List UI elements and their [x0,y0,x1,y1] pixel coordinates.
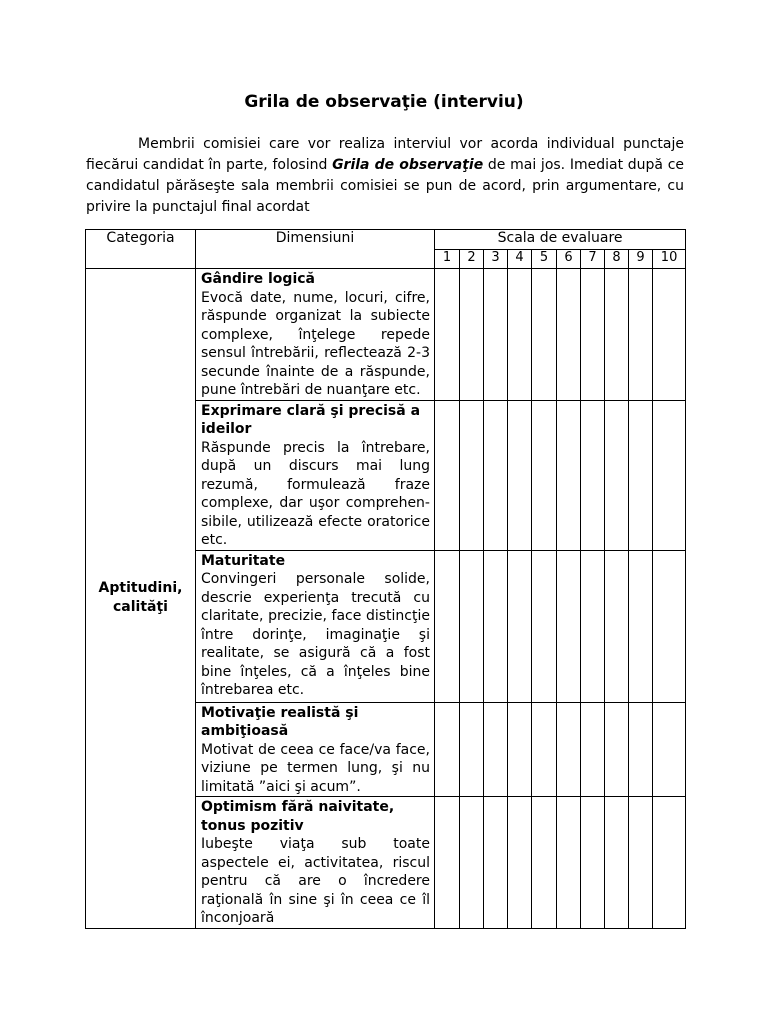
scale-number: 6 [557,250,581,269]
score-cell[interactable] [532,702,557,797]
intro-text-after: de mai jos. Imediat după ce candidatul părăseşte sala membrii comisiei se pun de acord, prin argumentare, cu privire la punctajul final acordat [86,157,685,215]
score-cell[interactable] [532,550,557,702]
score-cell[interactable] [653,702,686,797]
score-cell[interactable] [532,797,557,929]
dimension-title: Maturitate [201,552,286,569]
score-cell[interactable] [460,797,484,929]
dimension-description: Iubeşte viaţa sub toate aspectele ei, activitatea, riscul pentru că are o încredere raţională în sine şi în ceea ce îl înconjoară [201,836,430,926]
dimension-description: Convingeri personale solide, descrie experienţa trecută cu claritate, precizie, face distincţie între dorinţe, imaginaţie şi realitate, se asigură că a fost bine înţeles, că a înţeles bine întrebarea etc. [201,571,430,698]
score-cell[interactable] [508,702,532,797]
score-cell[interactable] [435,550,460,702]
score-cell[interactable] [653,550,686,702]
score-cell[interactable] [557,269,581,401]
score-cell[interactable] [532,400,557,550]
page-title: Grila de observaţie (interviu) [244,92,524,112]
score-cell[interactable] [508,400,532,550]
score-cell[interactable] [629,400,653,550]
score-cell[interactable] [484,550,508,702]
score-cell[interactable] [532,269,557,401]
evaluation-grid-table [85,229,686,929]
score-cell[interactable] [629,702,653,797]
score-cell[interactable] [484,269,508,401]
dimension-cell [196,702,435,797]
dimension-cell [196,797,435,929]
score-cell[interactable] [508,550,532,702]
table-row [86,269,686,401]
category-cell: Aptitudini, calităţi [86,269,196,929]
table-header-row [86,230,686,250]
dimension-cell [196,269,435,401]
score-cell[interactable] [484,400,508,550]
header-dimensions: Dimensiuni [196,230,435,269]
intro-text-before: Membrii comisiei care vor realiza interviul vor acorda individual punctaje fiecărui candidat în parte, folosind [86,136,684,173]
score-cell[interactable] [460,702,484,797]
score-cell[interactable] [484,702,508,797]
dimension-cell [196,550,435,702]
score-cell[interactable] [460,269,484,401]
scale-number: 9 [629,250,653,269]
scale-number: 5 [532,250,557,269]
dimension-description: Evocă date, nume, locuri, cifre, răspunde organizat la subiecte complexe, înţelege repede sensul întrebării, reflectează 2-3 secunde înainte de a răspunde, pune întrebări de nuanţare etc. [201,289,430,398]
score-cell[interactable] [605,550,629,702]
score-cell[interactable] [605,797,629,929]
score-cell[interactable] [629,269,653,401]
score-cell[interactable] [557,550,581,702]
score-cell[interactable] [581,702,605,797]
scale-number: 7 [581,250,605,269]
score-cell[interactable] [508,797,532,929]
score-cell[interactable] [460,550,484,702]
dimension-description: Răspunde precis la întrebare, după un discurs mai lung rezumă, formulează fraze complexe, dar uşor comprehen-sibile, utilizează efecte oratorice etc. [201,439,430,548]
intro-text-emphasis: Grila de observaţie [332,157,484,173]
header-category: Categoria [86,230,196,269]
score-cell[interactable] [629,550,653,702]
dimension-title: Gândire logică [201,271,315,287]
dimension-title: Motivaţie realistă şi ambiţioasă [201,704,359,739]
score-cell[interactable] [460,400,484,550]
score-cell[interactable] [581,550,605,702]
score-cell[interactable] [605,702,629,797]
scale-number: 4 [508,250,532,269]
score-cell[interactable] [629,797,653,929]
score-cell[interactable] [605,269,629,401]
scale-number: 1 [435,250,460,269]
scale-number: 10 [653,250,686,269]
score-cell[interactable] [435,400,460,550]
dimension-cell [196,400,435,550]
score-cell[interactable] [435,702,460,797]
dimension-title: Exprimare clară şi precisă a ideilor [201,402,421,437]
dimension-title: Optimism fără naivitate, tonus pozitiv [201,799,395,834]
score-cell[interactable] [581,400,605,550]
scale-number: 8 [605,250,629,269]
score-cell[interactable] [508,269,532,401]
score-cell[interactable] [653,269,686,401]
intro-paragraph [86,134,684,218]
scale-number: 3 [484,250,508,269]
score-cell[interactable] [557,702,581,797]
header-scale: Scala de evaluare [435,230,686,250]
score-cell[interactable] [435,797,460,929]
score-cell[interactable] [653,400,686,550]
score-cell[interactable] [557,797,581,929]
score-cell[interactable] [435,269,460,401]
score-cell[interactable] [653,797,686,929]
score-cell[interactable] [581,797,605,929]
score-cell[interactable] [605,400,629,550]
score-cell[interactable] [557,400,581,550]
dimension-description: Motivat de ceea ce face/va face, viziune pe termen lung, şi nu limitată ”aici şi acum”. [201,741,430,795]
scale-number: 2 [460,250,484,269]
table-body [86,269,686,929]
score-cell[interactable] [484,797,508,929]
score-cell[interactable] [581,269,605,401]
